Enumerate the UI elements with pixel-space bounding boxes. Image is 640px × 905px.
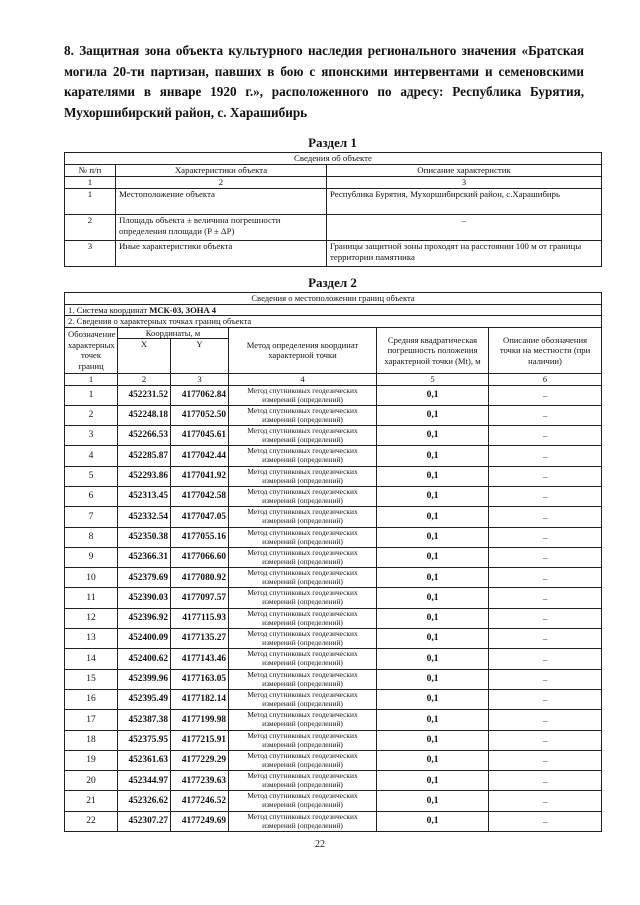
col-header-description: Описание характеристик [327, 165, 602, 177]
point-number: 21 [65, 791, 118, 811]
point-method: Метод спутниковых геодезических измерений (определений) [229, 446, 377, 466]
point-y-coordinate: 4177143.46 [171, 649, 229, 669]
point-y-coordinate: 4177055.16 [171, 527, 229, 547]
point-y-coordinate: 4177066.60 [171, 547, 229, 567]
point-x-coordinate: 452379.69 [118, 568, 171, 588]
col-header-mt: Средняя квадратическая погрешность положения характерной точки (Mt), м [377, 327, 489, 374]
table-row [65, 710, 602, 730]
point-number: 18 [65, 730, 118, 750]
point-mt-value: 0,1 [377, 527, 489, 547]
point-mt-value: 0,1 [377, 507, 489, 527]
point-mt-value: 0,1 [377, 791, 489, 811]
point-x-coordinate: 452366.31 [118, 547, 171, 567]
point-x-coordinate: 452375.95 [118, 730, 171, 750]
table-row [65, 215, 602, 241]
coordinate-system-label: 1. Система координат [68, 304, 150, 315]
point-y-coordinate: 4177199.98 [171, 710, 229, 730]
point-method: Метод спутниковых геодезических измерений (определений) [229, 547, 377, 567]
point-description: – [489, 588, 602, 608]
point-mt-value: 0,1 [377, 811, 489, 831]
section-1-title: Раздел 1 [308, 135, 357, 150]
point-y-coordinate: 4177047.05 [171, 507, 229, 527]
point-number: 1 [65, 385, 118, 405]
table-row [65, 527, 602, 547]
point-y-coordinate: 4177042.44 [171, 446, 229, 466]
col-header-point-description: Описание обозначения точки на местности (при наличии) [489, 327, 602, 374]
object-info-table [64, 152, 602, 267]
point-number: 20 [65, 771, 118, 791]
point-description: – [489, 385, 602, 405]
point-mt-value: 0,1 [377, 669, 489, 689]
point-number: 4 [65, 446, 118, 466]
col-header-characteristics: Характеристики объекта [116, 165, 327, 177]
point-description: – [489, 750, 602, 770]
coordinate-system-row [65, 304, 602, 316]
point-number: 22 [65, 811, 118, 831]
table-row [65, 689, 602, 709]
table-row [65, 730, 602, 750]
point-mt-value: 0,1 [377, 588, 489, 608]
table-row [65, 608, 602, 628]
point-x-coordinate: 452266.53 [118, 426, 171, 446]
point-mt-value: 0,1 [377, 649, 489, 669]
point-method: Метод спутниковых геодезических измерений (определений) [229, 730, 377, 750]
col-number-1: 1 [65, 177, 116, 189]
point-mt-value: 0,1 [377, 771, 489, 791]
col-header-method: Метод определения координат характерной точки [229, 327, 377, 374]
row-characteristic: Местоположение объекта [116, 189, 327, 215]
row-characteristic: Иные характеристики объекта [116, 241, 327, 267]
point-y-coordinate: 4177080.92 [171, 568, 229, 588]
point-method: Метод спутниковых геодезических измерений (определений) [229, 486, 377, 506]
point-mt-value: 0,1 [377, 629, 489, 649]
row-description: – [327, 215, 602, 241]
point-description: – [489, 507, 602, 527]
row-description: Границы защитной зоны проходят на расстоянии 100 м от границы территории памятника [327, 241, 602, 267]
point-number: 2 [65, 405, 118, 425]
table-row [65, 466, 602, 486]
point-description: – [489, 730, 602, 750]
col-header-y: Y [171, 339, 229, 374]
table-row [65, 669, 602, 689]
point-description: – [489, 710, 602, 730]
point-x-coordinate: 452395.49 [118, 689, 171, 709]
boundary-table-title: Сведения о местоположении границ объекта [65, 293, 602, 305]
table-row [65, 811, 602, 831]
point-x-coordinate: 452313.45 [118, 486, 171, 506]
point-mt-value: 0,1 [377, 426, 489, 446]
point-x-coordinate: 452326.62 [118, 791, 171, 811]
point-method: Метод спутниковых геодезических измерений (определений) [229, 771, 377, 791]
point-method: Метод спутниковых геодезических измерений (определений) [229, 608, 377, 628]
point-y-coordinate: 4177182.14 [171, 689, 229, 709]
point-method: Метод спутниковых геодезических измерений (определений) [229, 588, 377, 608]
point-method: Метод спутниковых геодезических измерений (определений) [229, 710, 377, 730]
point-number: 7 [65, 507, 118, 527]
point-description: – [489, 608, 602, 628]
row-characteristic: Площадь объекта ± величина погрешности определения площади (P ± ΔP) [116, 215, 327, 241]
point-number: 8 [65, 527, 118, 547]
point-y-coordinate: 4177041.92 [171, 466, 229, 486]
point-x-coordinate: 452248.18 [118, 405, 171, 425]
point-number: 14 [65, 649, 118, 669]
point-x-coordinate: 452231.52 [118, 385, 171, 405]
row-number: 1 [65, 189, 116, 215]
point-method: Метод спутниковых геодезических измерений (определений) [229, 507, 377, 527]
boundary-points-body [65, 385, 602, 832]
point-method: Метод спутниковых геодезических измерений (определений) [229, 385, 377, 405]
col-header-number: № п/п [65, 165, 116, 177]
point-y-coordinate: 4177215.91 [171, 730, 229, 750]
point-x-coordinate: 452307.27 [118, 811, 171, 831]
point-y-coordinate: 4177042.58 [171, 486, 229, 506]
point-number: 12 [65, 608, 118, 628]
point-description: – [489, 486, 602, 506]
point-method: Метод спутниковых геодезических измерений (определений) [229, 689, 377, 709]
point-description: – [489, 568, 602, 588]
point-x-coordinate: 452396.92 [118, 608, 171, 628]
table-row [65, 426, 602, 446]
table-row [65, 385, 602, 405]
table-row [65, 568, 602, 588]
point-y-coordinate: 4177052.50 [171, 405, 229, 425]
object-info-table-title: Сведения об объекте [65, 153, 602, 165]
col-number-1: 1 [65, 374, 118, 386]
table-row [65, 241, 602, 267]
point-y-coordinate: 4177239.63 [171, 771, 229, 791]
table-row [65, 771, 602, 791]
table-row [65, 486, 602, 506]
point-description: – [489, 446, 602, 466]
point-number: 17 [65, 710, 118, 730]
point-description: – [489, 811, 602, 831]
point-y-coordinate: 4177246.52 [171, 791, 229, 811]
point-mt-value: 0,1 [377, 486, 489, 506]
point-x-coordinate: 452344.97 [118, 771, 171, 791]
table-row [65, 588, 602, 608]
col-number-4: 4 [229, 374, 377, 386]
point-mt-value: 0,1 [377, 710, 489, 730]
point-number: 10 [65, 568, 118, 588]
point-x-coordinate: 452390.03 [118, 588, 171, 608]
section-2-title: Раздел 2 [308, 275, 357, 290]
point-mt-value: 0,1 [377, 568, 489, 588]
point-y-coordinate: 4177229.29 [171, 750, 229, 770]
point-description: – [489, 791, 602, 811]
point-description: – [489, 547, 602, 567]
point-description: – [489, 771, 602, 791]
point-number: 16 [65, 689, 118, 709]
page-number: 22 [315, 839, 325, 850]
col-number-6: 6 [489, 374, 602, 386]
point-method: Метод спутниковых геодезических измерений (определений) [229, 405, 377, 425]
table-row [65, 189, 602, 215]
point-method: Метод спутниковых геодезических измерений (определений) [229, 629, 377, 649]
point-mt-value: 0,1 [377, 405, 489, 425]
point-description: – [489, 426, 602, 446]
point-method: Метод спутниковых геодезических измерений (определений) [229, 426, 377, 446]
point-y-coordinate: 4177045.61 [171, 426, 229, 446]
table-row [65, 649, 602, 669]
col-number-3: 3 [171, 374, 229, 386]
point-number: 3 [65, 426, 118, 446]
col-header-x: X [118, 339, 171, 374]
point-description: – [489, 669, 602, 689]
point-x-coordinate: 452332.54 [118, 507, 171, 527]
point-mt-value: 0,1 [377, 385, 489, 405]
row-description: Республика Бурятия, Мухоршибирский район, с.Харашибирь [327, 189, 602, 215]
point-number: 11 [65, 588, 118, 608]
row-number: 2 [65, 215, 116, 241]
point-number: 6 [65, 486, 118, 506]
col-number-2: 2 [118, 374, 171, 386]
point-number: 19 [65, 750, 118, 770]
point-mt-value: 0,1 [377, 608, 489, 628]
boundary-points-table [64, 292, 602, 832]
point-mt-value: 0,1 [377, 689, 489, 709]
point-x-coordinate: 452399.96 [118, 669, 171, 689]
point-method: Метод спутниковых геодезических измерений (определений) [229, 791, 377, 811]
point-number: 9 [65, 547, 118, 567]
point-x-coordinate: 452293.86 [118, 466, 171, 486]
point-method: Метод спутниковых геодезических измерений (определений) [229, 811, 377, 831]
point-y-coordinate: 4177115.93 [171, 608, 229, 628]
table-row [65, 547, 602, 567]
table-row [65, 507, 602, 527]
point-y-coordinate: 4177062.84 [171, 385, 229, 405]
table-row [65, 791, 602, 811]
point-method: Метод спутниковых геодезических измерений (определений) [229, 669, 377, 689]
point-x-coordinate: 452400.09 [118, 629, 171, 649]
point-number: 15 [65, 669, 118, 689]
document-heading: 8. Защитная зона объекта культурного наследия регионального значения «Братская могила 20-ти партизан, павших в бою с японскими интервентами и семеновскими карателями в январе 1920 г.», расположенного по адресу: Республика Бурятия, Мухоршибирский район, с. Харашибирь [64, 43, 584, 120]
point-x-coordinate: 452387.38 [118, 710, 171, 730]
point-mt-value: 0,1 [377, 446, 489, 466]
table-row [65, 405, 602, 425]
point-description: – [489, 649, 602, 669]
point-x-coordinate: 452285.87 [118, 446, 171, 466]
point-method: Метод спутниковых геодезических измерений (определений) [229, 466, 377, 486]
col-header-designation: Обозначение характерных точек границ [65, 327, 118, 374]
table-row [65, 750, 602, 770]
point-method: Метод спутниковых геодезических измерений (определений) [229, 527, 377, 547]
point-x-coordinate: 452361.63 [118, 750, 171, 770]
point-y-coordinate: 4177135.27 [171, 629, 229, 649]
point-method: Метод спутниковых геодезических измерений (определений) [229, 649, 377, 669]
point-mt-value: 0,1 [377, 730, 489, 750]
point-mt-value: 0,1 [377, 466, 489, 486]
point-x-coordinate: 452400.62 [118, 649, 171, 669]
col-number-2: 2 [116, 177, 327, 189]
point-y-coordinate: 4177163.05 [171, 669, 229, 689]
point-number: 13 [65, 629, 118, 649]
point-method: Метод спутниковых геодезических измерений (определений) [229, 568, 377, 588]
point-y-coordinate: 4177249.69 [171, 811, 229, 831]
col-header-coordinates: Координаты, м [118, 327, 229, 339]
point-mt-value: 0,1 [377, 547, 489, 567]
point-description: – [489, 466, 602, 486]
points-section-title: 2. Сведения о характерных точках границ объекта [65, 316, 602, 328]
point-description: – [489, 405, 602, 425]
table-row [65, 446, 602, 466]
col-number-5: 5 [377, 374, 489, 386]
point-description: – [489, 527, 602, 547]
table-row [65, 629, 602, 649]
point-mt-value: 0,1 [377, 750, 489, 770]
row-number: 3 [65, 241, 116, 267]
point-description: – [489, 689, 602, 709]
point-x-coordinate: 452350.38 [118, 527, 171, 547]
point-number: 5 [65, 466, 118, 486]
point-y-coordinate: 4177097.57 [171, 588, 229, 608]
coordinate-system-value: МСК-03, ЗОНА 4 [149, 304, 217, 315]
point-description: – [489, 629, 602, 649]
point-method: Метод спутниковых геодезических измерений (определений) [229, 750, 377, 770]
col-number-3: 3 [327, 177, 602, 189]
